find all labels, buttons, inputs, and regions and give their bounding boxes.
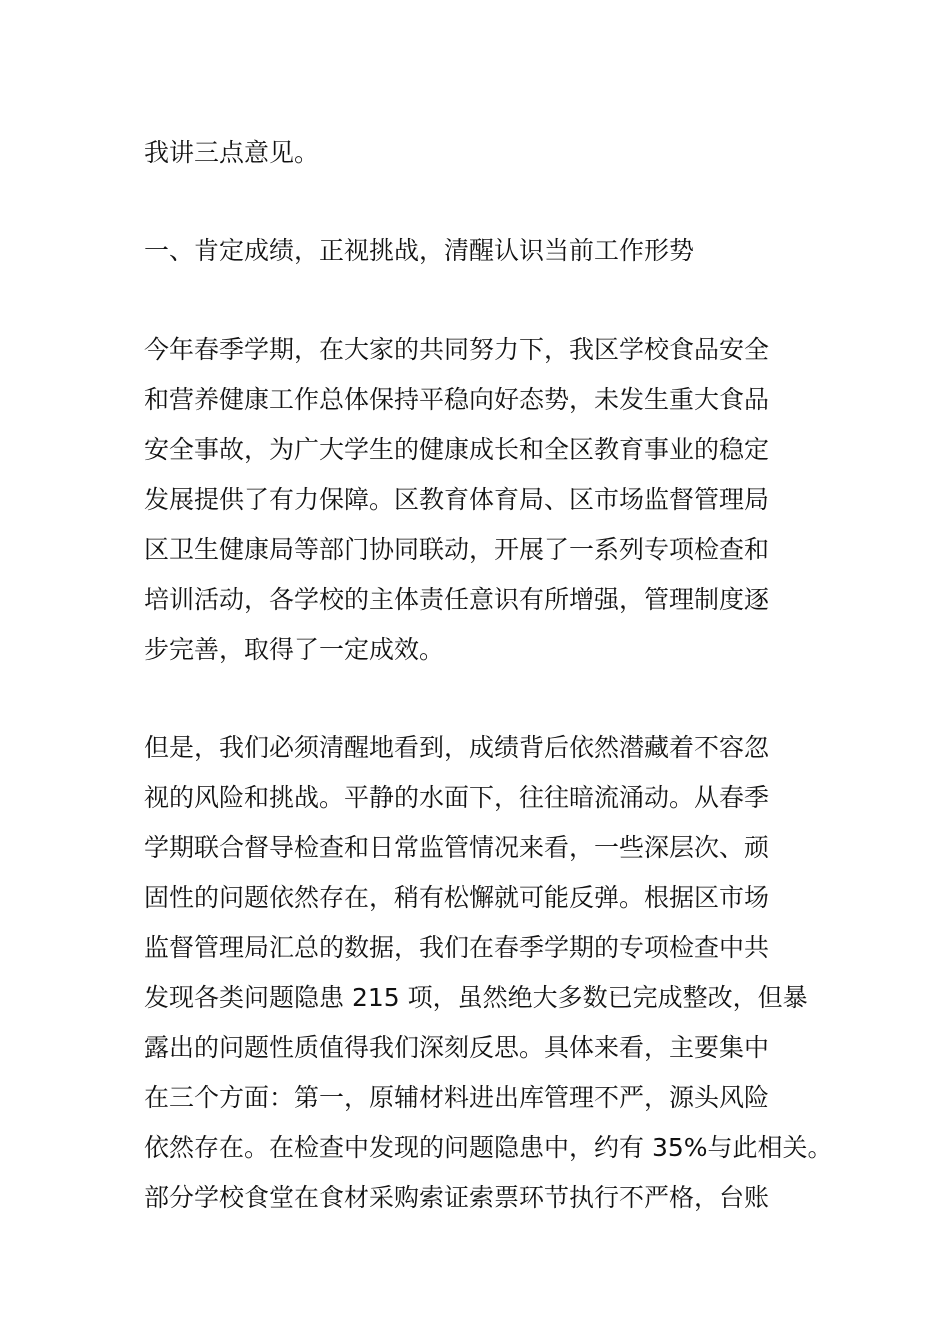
paragraph-line: 今年春季学期，在大家的共同努力下，我区学校食品安全 (144, 335, 770, 364)
paragraph-line: 固性的问题依然存在，稍有松懈就可能反弹。根据区市场 (144, 883, 770, 912)
paragraph-line: 安全事故，为广大学生的健康成长和全区教育事业的稳定 (144, 435, 770, 464)
paragraph-line: 发展提供了有力保障。区教育体育局、区市场监督管理局 (144, 485, 770, 514)
paragraph-1 (144, 325, 824, 675)
section-heading-1: 一、肯定成绩，正视挑战，清醒认识当前工作形势 (144, 236, 695, 265)
paragraph-line: 但是，我们必须清醒地看到，成绩背后依然潜藏着不容忽 (144, 733, 770, 762)
paragraph-line: 部分学校食堂在食材采购索证索票环节执行不严格，台账 (144, 1183, 770, 1212)
paragraph-line: 监督管理局汇总的数据，我们在春季学期的专项检查中共 (144, 933, 770, 962)
paragraph-line: 露出的问题性质值得我们深刻反思。具体来看，主要集中 (144, 1033, 770, 1062)
paragraph-line: 和营养健康工作总体保持平稳向好态势，未发生重大食品 (144, 385, 770, 414)
paragraph-line: 发现各类问题隐患 215 项，虽然绝大多数已完成整改，但暴 (144, 983, 808, 1012)
paragraph-line: 学期联合督导检查和日常监管情况来看，一些深层次、顽 (144, 833, 770, 862)
paragraph-line: 培训活动，各学校的主体责任意识有所增强，管理制度逐 (144, 585, 770, 614)
paragraph-line: 步完善，取得了一定成效。 (144, 635, 445, 664)
paragraph-line: 视的风险和挑战。平静的水面下，往往暗流涌动。从春季 (144, 783, 770, 812)
paragraph-2 (144, 723, 833, 1223)
paragraph-line: 区卫生健康局等部门协同联动，开展了一系列专项检查和 (144, 535, 770, 564)
intro-text: 我讲三点意见。 (144, 138, 320, 167)
paragraph-line: 在三个方面：第一，原辅材料进出库管理不严，源头风险 (144, 1083, 770, 1112)
paragraph-line: 依然存在。在检查中发现的问题隐患中，约有 35%与此相关。 (144, 1133, 833, 1162)
